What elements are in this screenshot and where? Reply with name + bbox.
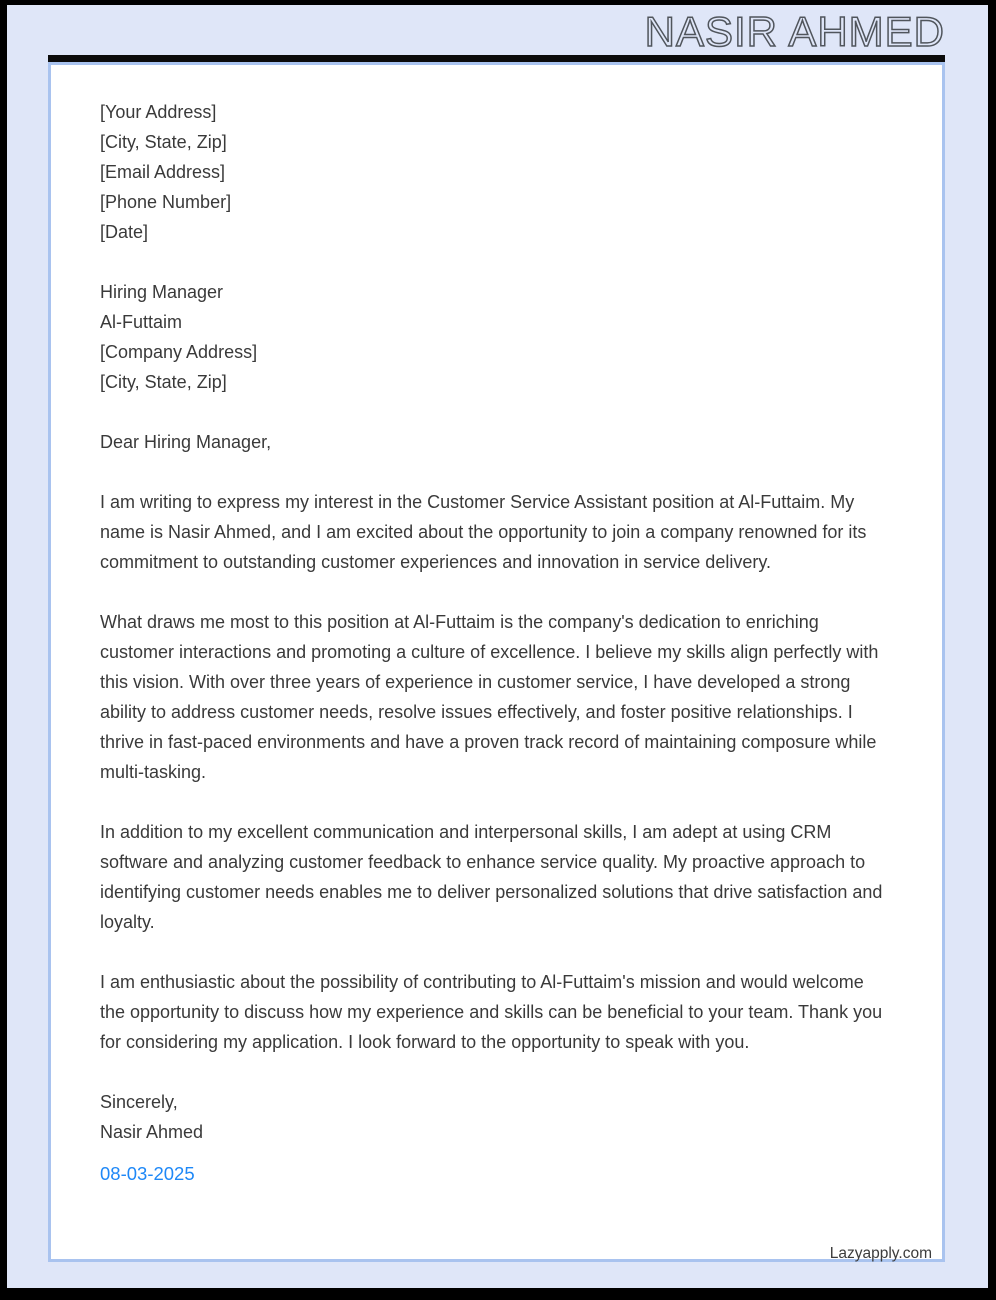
sender-email-line: [Email Address] — [100, 162, 226, 182]
recipient-city-line: [City, State, Zip] — [100, 372, 227, 392]
recipient-title-line: Hiring Manager — [100, 282, 224, 302]
salutation: Dear Hiring Manager, — [100, 432, 272, 452]
recipient-address-line: [Company Address] — [100, 342, 258, 362]
date-stamp[interactable]: 08-03-2025 — [100, 1163, 195, 1184]
sender-city-line: [City, State, Zip] — [100, 132, 227, 152]
watermark-label: Lazyapply.com — [829, 1245, 932, 1262]
recipient-address-block — [100, 277, 890, 397]
signature-name: Nasir Ahmed — [100, 1122, 204, 1142]
closing: Sincerely, — [100, 1092, 178, 1112]
cover-letter-page — [48, 62, 945, 1262]
closing-block — [100, 1087, 890, 1147]
paragraph-intro: I am writing to express my interest in the Customer Service Assistant position at Al-Futtaim. My name is Nasir Ahmed, and I am excited about the opportunity to join a company renowned for its commitment to outstanding customer experiences and innovation in service delivery. — [100, 492, 867, 572]
page-top-bar — [48, 55, 945, 62]
sender-address-block — [100, 97, 890, 247]
paragraph-motivation: What draws me most to this position at Al-Futtaim is the company's dedication to enriching customer interactions and promoting a culture of excellence. I believe my skills align perfectly with this vision. With over three years of experience in customer service, I have developed a strong ability to address customer needs, resolve issues effectively, and foster positive relationships. I thrive in fast-paced environments and have a proven track record of maintaining composure while multi-tasking. — [100, 612, 879, 782]
header-name: NASIR AHMED — [644, 8, 945, 55]
sender-phone-line: [Phone Number] — [100, 192, 232, 212]
letter-body — [51, 65, 942, 1189]
paragraph-skills: In addition to my excellent communication and interpersonal skills, I am adept at using CRM software and analyzing customer feedback to enhance service quality. My proactive approach to identifying customer needs enables me to deliver personalized solutions that drive satisfaction and loyalty. — [100, 822, 883, 932]
recipient-company-line: Al-Futtaim — [100, 312, 183, 332]
sender-date-line: [Date] — [100, 222, 149, 242]
sender-address-line: [Your Address] — [100, 102, 217, 122]
paragraph-conclusion: I am enthusiastic about the possibility of contributing to Al-Futtaim's mission and would welcome the opportunity to discuss how my experience and skills can be beneficial to your team. Thank you for considering my application. I look forward to the opportunity to speak with you. — [100, 972, 883, 1052]
